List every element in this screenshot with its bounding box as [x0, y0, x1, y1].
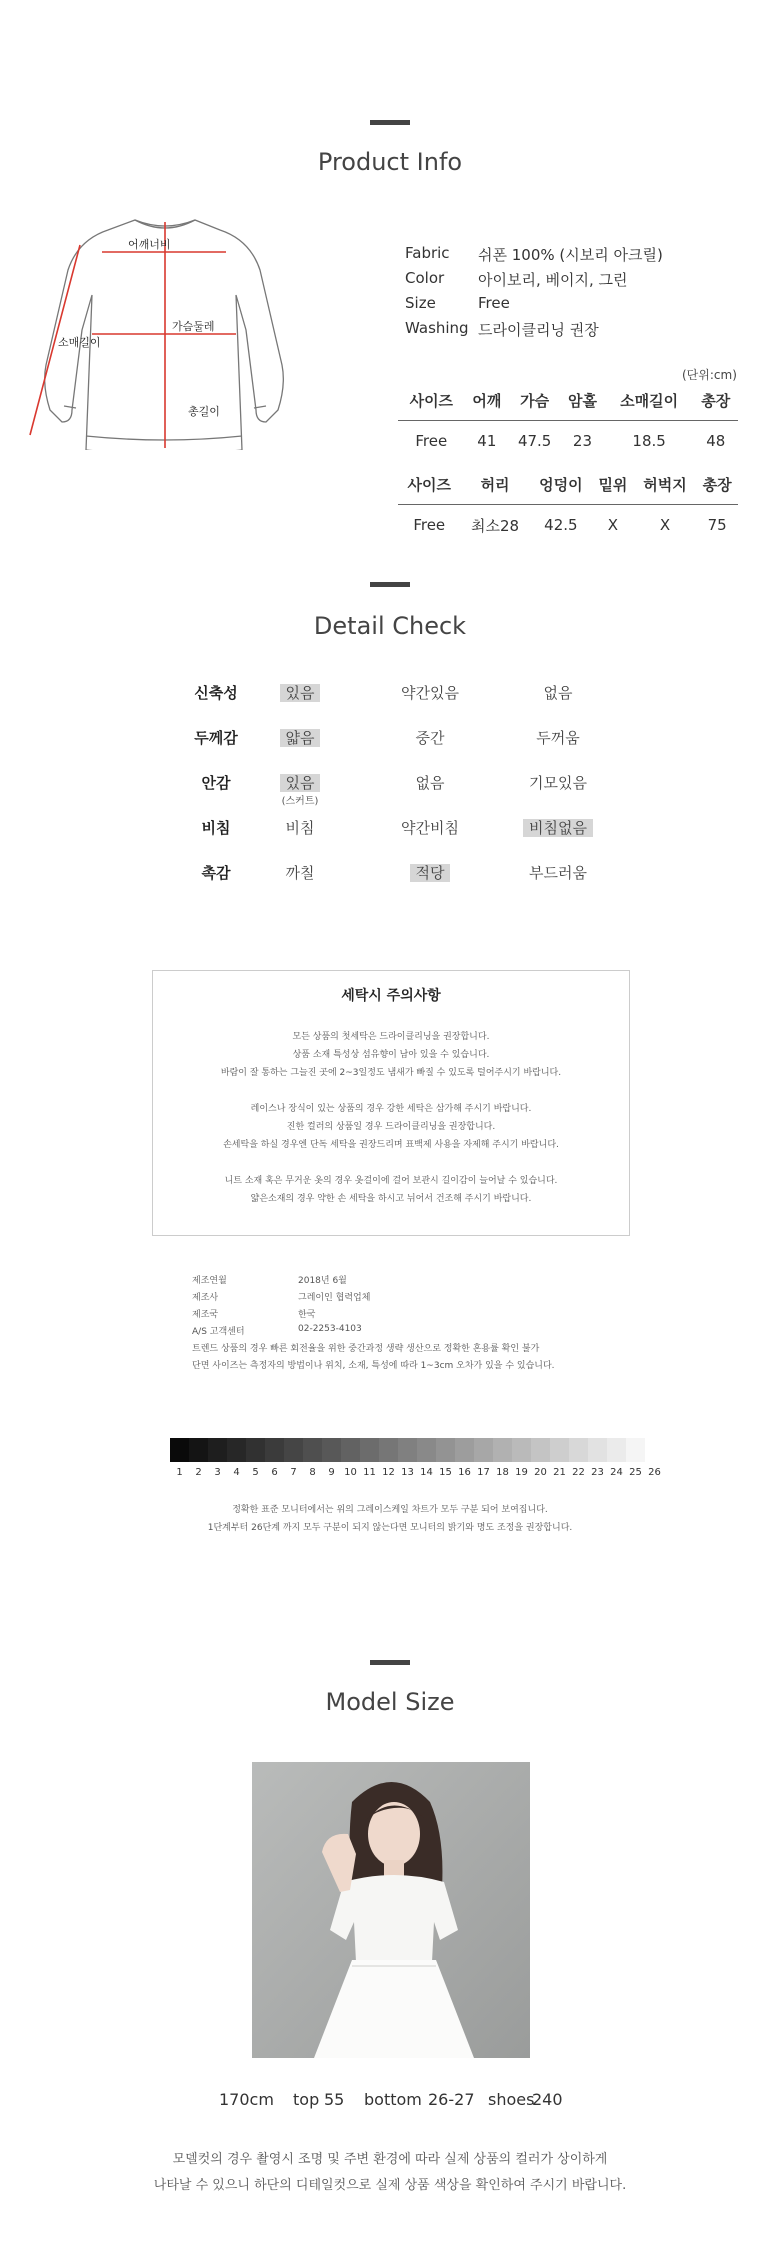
table-cell: 47.5 — [517, 432, 552, 450]
grayscale-note: 1단계부터 26단계 까지 모두 구분이 되지 않는다면 모니터의 밝기와 명도 조정을 권장합니다. — [207, 1523, 573, 1533]
grayscale-step-number: 21 — [553, 1467, 566, 1478]
grayscale-swatch — [531, 1438, 550, 1462]
table-cell: Free — [415, 432, 448, 450]
detail-check-option — [380, 817, 480, 838]
spec-label-color: Color — [405, 269, 445, 287]
grayscale-step-number: 12 — [382, 1467, 395, 1478]
manufacture-value: 한국 — [298, 1310, 316, 1320]
model-height: 170cm — [219, 2090, 274, 2109]
grayscale-swatch — [512, 1438, 531, 1462]
model-photo-illustration — [252, 1762, 530, 2058]
grayscale-swatch — [645, 1438, 664, 1462]
grayscale-step-number: 1 — [176, 1467, 183, 1478]
grayscale-step-number: 26 — [648, 1467, 661, 1478]
grayscale-swatch — [246, 1438, 265, 1462]
grayscale-step-number: 22 — [572, 1467, 585, 1478]
detail-check-sub-note: (스커트) — [281, 796, 319, 807]
grayscale-swatch — [436, 1438, 455, 1462]
spec-label-washing: Washing — [405, 319, 469, 337]
grayscale-step-number: 5 — [252, 1467, 259, 1478]
bottom-size-header-row — [398, 464, 738, 505]
detail-check-option — [380, 727, 480, 748]
washing-caution-box — [152, 970, 630, 1236]
detail-check-option-text: 없음 — [543, 684, 573, 702]
grayscale-swatch — [588, 1438, 607, 1462]
model-note-line: 나타날 수 있으니 하단의 디테일컷으로 실제 상품 색상을 확인하여 주시기 바랍니다. — [153, 2178, 627, 2193]
grayscale-step-number: 23 — [591, 1467, 604, 1478]
detail-check-option-text: 까칠 — [285, 864, 315, 882]
grayscale-swatch — [360, 1438, 379, 1462]
grayscale-step-number: 3 — [214, 1467, 221, 1478]
grayscale-swatch — [398, 1438, 417, 1462]
grayscale-step-number: 9 — [328, 1467, 335, 1478]
grayscale-note: 정확한 표준 모니터에서는 위의 그레이스케일 차트가 모두 구분 되어 보여집니다. — [232, 1505, 548, 1515]
grayscale-swatch — [474, 1438, 493, 1462]
table-header-cell: 가슴 — [509, 380, 560, 421]
grayscale-step-number: 7 — [290, 1467, 297, 1478]
detail-check-option-text: 비침없음 — [523, 819, 593, 837]
detail-check-option-text: 얇음 — [280, 729, 321, 747]
grayscale-step-number: 6 — [271, 1467, 278, 1478]
detail-check-title: Detail Check — [313, 612, 467, 640]
grayscale-swatch — [417, 1438, 436, 1462]
detail-check-label: 두께감 — [194, 729, 238, 747]
detail-check-option — [380, 772, 480, 793]
grayscale-swatch — [227, 1438, 246, 1462]
grayscale-step-number: 11 — [363, 1467, 376, 1478]
washing-caution-title: 세탁시 주의사항 — [341, 988, 441, 1004]
manufacture-note: 트렌드 상품의 경우 빠른 회전율을 위한 중간과정 생략 생산으로 정확한 혼용률 확인 불가 — [192, 1344, 540, 1354]
table-cell: X — [607, 516, 619, 534]
section-divider-bar — [370, 582, 410, 587]
diagram-label-sleeve: 소매길이 — [58, 336, 101, 349]
grayscale-swatch — [626, 1438, 645, 1462]
table-cell: Free — [413, 516, 446, 534]
detail-check-option-text: 기모있음 — [529, 774, 587, 792]
table-header-cell: 허리 — [461, 464, 530, 505]
section-divider-bar — [370, 1660, 410, 1665]
table-cell: X — [659, 516, 671, 534]
table-header-cell: 밑위 — [592, 464, 634, 505]
top-size-table — [398, 380, 738, 461]
grayscale-step-number: 20 — [534, 1467, 547, 1478]
detail-check-option-text: 비침 — [285, 819, 315, 837]
detail-check-option — [250, 862, 350, 883]
detail-check-option-text: 있음 — [280, 774, 321, 792]
detail-check-option — [250, 817, 350, 838]
detail-check-option-text: 중간 — [415, 729, 445, 747]
table-row — [398, 505, 738, 546]
table-cell: 41 — [477, 432, 497, 450]
grayscale-swatch — [569, 1438, 588, 1462]
top-size-header-row — [398, 380, 738, 421]
detail-check-option — [380, 682, 480, 703]
grayscale-step-number: 18 — [496, 1467, 509, 1478]
manufacture-key: 제조연월 — [192, 1276, 227, 1286]
detail-check-option-text: 부드러움 — [529, 864, 587, 882]
washing-caution-line: 레이스나 장식이 있는 상품의 경우 강한 세탁은 삼가해 주시기 바랍니다. — [250, 1104, 532, 1114]
detail-check-option — [508, 862, 608, 883]
detail-check-option — [508, 772, 608, 793]
manufacture-value: 그레이인 협력업체 — [298, 1293, 371, 1303]
table-header-cell: 사이즈 — [398, 464, 461, 505]
model-bottom-value: 26-27 — [428, 2090, 475, 2109]
table-header-cell: 암홀 — [560, 380, 604, 421]
grayscale-step-number: 13 — [401, 1467, 414, 1478]
grayscale-step-number: 25 — [629, 1467, 642, 1478]
spec-value-washing: 드라이클리닝 권장 — [478, 321, 599, 339]
detail-check-option-text: 없음 — [415, 774, 445, 792]
washing-caution-line: 모든 상품의 첫세탁은 드라이클리닝을 권장합니다. — [292, 1032, 490, 1042]
spec-label-size: Size — [405, 294, 436, 312]
model-size-title: Model Size — [325, 1688, 455, 1716]
detail-check-option — [508, 727, 608, 748]
grayscale-swatch — [341, 1438, 360, 1462]
grayscale-swatch — [265, 1438, 284, 1462]
detail-check-option-text: 약간비침 — [401, 819, 459, 837]
grayscale-step-number: 10 — [344, 1467, 357, 1478]
bottom-size-table — [398, 464, 738, 545]
washing-caution-line: 얇은소재의 경우 약한 손 세탁을 하시고 뉘어서 건조해 주시기 바랍니다. — [250, 1194, 532, 1204]
manufacture-key: 제조사 — [192, 1293, 219, 1303]
manufacture-key: 제조국 — [192, 1310, 219, 1320]
grayscale-swatch — [284, 1438, 303, 1462]
detail-check-option-selected — [250, 682, 350, 703]
grayscale-swatch — [170, 1438, 189, 1462]
grayscale-swatch — [455, 1438, 474, 1462]
detail-check-option-selected — [250, 772, 350, 793]
table-cell: 75 — [707, 516, 727, 534]
table-header-cell: 총장 — [696, 464, 738, 505]
table-header-cell: 사이즈 — [398, 380, 465, 421]
size-unit-note: (단위:cm) — [682, 368, 737, 382]
spec-value-size: Free — [478, 294, 510, 312]
detail-check-option-text: 두꺼움 — [536, 729, 580, 747]
model-shoes-value: 240 — [532, 2090, 563, 2109]
detail-check-label: 안감 — [201, 774, 231, 792]
grayscale-swatch — [607, 1438, 626, 1462]
detail-check-label: 비침 — [201, 819, 231, 837]
model-shoes-label: shoes — [488, 2090, 535, 2109]
grayscale-swatch — [303, 1438, 322, 1462]
grayscale-step-number: 17 — [477, 1467, 490, 1478]
diagram-label-shoulder: 어깨너비 — [128, 238, 171, 251]
washing-caution-line: 니트 소재 혹은 무거운 옷의 경우 옷걸이에 걸어 보관시 길이감이 늘어날 수 있습니다. — [224, 1176, 558, 1186]
table-cell: 42.5 — [544, 516, 578, 534]
washing-caution-line: 진한 컬러의 상품일 경우 드라이클리닝을 권장합니다. — [286, 1122, 496, 1132]
table-cell: 18.5 — [632, 432, 666, 450]
detail-check-option-selected — [508, 817, 608, 838]
manufacture-value: 2018년 6월 — [298, 1276, 347, 1286]
grayscale-step-number: 15 — [439, 1467, 452, 1478]
grayscale-step-number: 4 — [233, 1467, 240, 1478]
table-header-cell: 소매길이 — [605, 380, 694, 421]
table-header-cell: 엉덩이 — [530, 464, 593, 505]
detail-check-label: 촉감 — [201, 864, 231, 882]
diagram-label-length: 총길이 — [188, 405, 220, 418]
table-header-cell: 총장 — [694, 380, 738, 421]
model-photo — [252, 1762, 530, 2058]
diagram-label-chest: 가슴둘레 — [172, 320, 215, 333]
grayscale-step-number: 16 — [458, 1467, 471, 1478]
grayscale-step-number: 14 — [420, 1467, 433, 1478]
detail-check-option-text: 적당 — [410, 864, 451, 882]
grayscale-step-number: 2 — [195, 1467, 202, 1478]
grayscale-swatch — [208, 1438, 227, 1462]
product-info-title: Product Info — [317, 148, 463, 176]
grayscale-swatch — [189, 1438, 208, 1462]
table-header-cell: 허벅지 — [634, 464, 697, 505]
detail-check-option-selected — [250, 727, 350, 748]
manufacture-key: A/S 고객센터 — [192, 1327, 245, 1337]
model-bottom-label: bottom — [364, 2090, 422, 2109]
manufacture-note: 단면 사이즈는 측정자의 방법이나 위치, 소재, 특성에 따라 1~3cm 오차가 있을 수 있습니다. — [192, 1361, 555, 1371]
model-note-line: 모델컷의 경우 촬영시 조명 및 주변 환경에 따라 실제 상품의 컬러가 상이하게 — [172, 2152, 608, 2167]
grayscale-swatch — [322, 1438, 341, 1462]
spec-value-color: 아이보리, 베이지, 그린 — [478, 271, 628, 289]
washing-caution-line: 바람이 잘 통하는 그늘진 곳에 2~3일정도 냄새가 빠질 수 있도록 털어주시기 바랍니다. — [220, 1068, 562, 1078]
grayscale-step-number: 24 — [610, 1467, 623, 1478]
grayscale-step-number: 8 — [309, 1467, 316, 1478]
model-top-value: 55 — [324, 2090, 345, 2109]
detail-check-option-text: 약간있음 — [401, 684, 459, 702]
detail-check-option-text: 있음 — [280, 684, 321, 702]
detail-check-label: 신축성 — [194, 684, 238, 702]
grayscale-swatch — [493, 1438, 512, 1462]
grayscale-swatch — [550, 1438, 569, 1462]
spec-label-fabric: Fabric — [405, 244, 450, 262]
washing-caution-line: 상품 소재 특성상 섬유향이 남아 있을 수 있습니다. — [292, 1050, 490, 1060]
washing-caution-line: 손세탁을 하실 경우엔 단독 세탁을 권장드리며 표백제 사용을 자제해 주시기 바랍니다. — [223, 1140, 559, 1150]
table-cell: 23 — [572, 432, 593, 450]
table-header-cell: 어깨 — [465, 380, 509, 421]
detail-check-option — [508, 682, 608, 703]
grayscale-swatch — [379, 1438, 398, 1462]
section-divider-bar — [370, 120, 410, 125]
manufacture-value: 02-2253-4103 — [298, 1324, 362, 1334]
spec-value-fabric: 쉬폰 100% (시보리 아크릴) — [478, 246, 663, 264]
detail-check-option-selected — [380, 862, 480, 883]
table-cell: 최소28 — [471, 516, 520, 535]
grayscale-step-number: 19 — [515, 1467, 528, 1478]
model-top-label: top — [293, 2090, 320, 2109]
table-cell: 48 — [706, 432, 726, 450]
table-row — [398, 421, 738, 462]
